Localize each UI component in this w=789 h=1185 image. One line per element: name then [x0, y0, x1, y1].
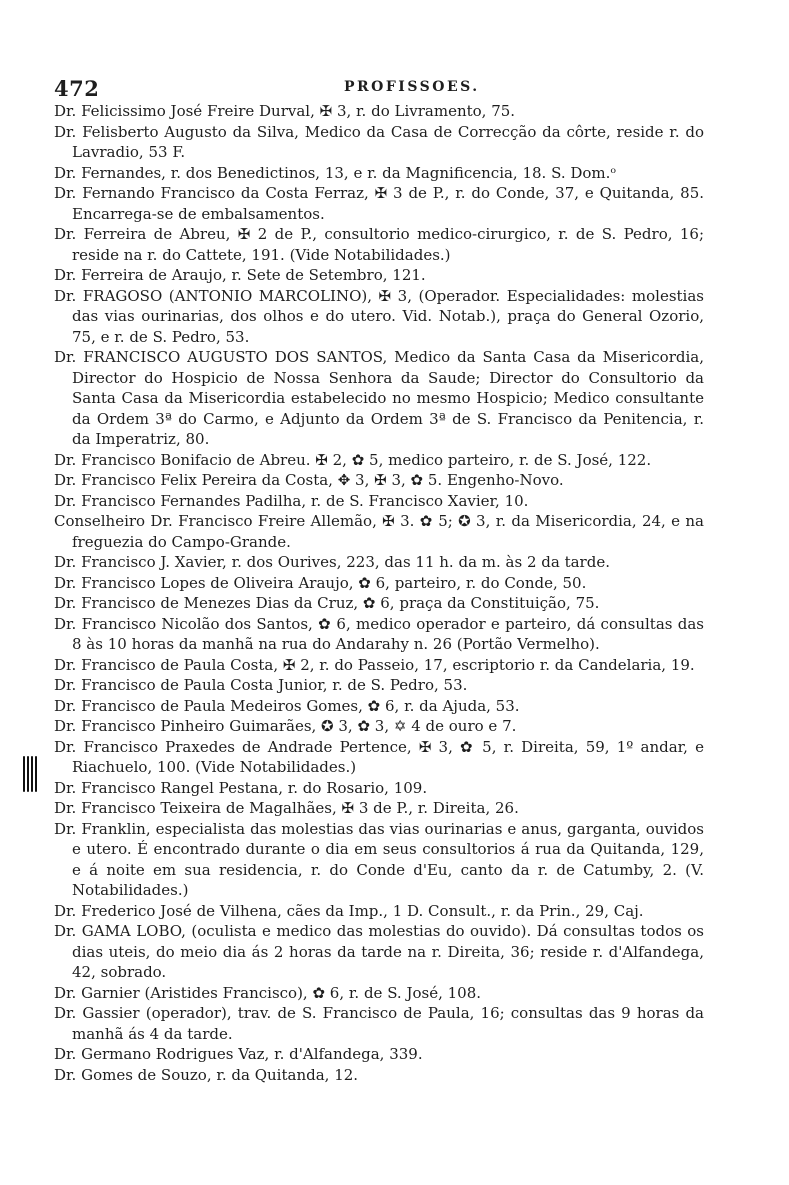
directory-entry: Dr. Francisco Nicolão dos Santos, ✿ 6, medico operador e parteiro, dá consultas das 8 às 10 horas da manhã na rua do Andarahy n. 26 (Portão Vermelho). — [54, 614, 704, 653]
directory-entry: Dr. Francisco de Paula Costa Junior, r. de S. Pedro, 53. — [54, 676, 468, 694]
directory-entry: Dr. Francisco Bonifacio de Abreu. ✠ 2, ✿ 5, medico parteiro, r. de S. José, 122. — [54, 450, 652, 469]
directory-entry: Dr. Fernando Francisco da Costa Ferraz, ✠ 3 de P., r. do Conde, 37, e Quitanda, 85. Encarrega-se de embalsamentos. — [54, 184, 704, 223]
directory-entry: Dr. Francisco de Menezes Dias da Cruz, ✿ 6, praça da Constituição, 75. — [54, 594, 600, 612]
directory-entry: Dr. Germano Rodrigues Vaz, r. d'Alfandega, 339. — [54, 1045, 423, 1063]
directory-entry: Dr. Francisco J. Xavier, r. dos Ourives, 223, das 11 h. da m. às 2 da tarde. — [54, 553, 610, 571]
directory-entry: Dr. Francisco Praxedes de Andrade Pertence, ✠ 3, ✿ 5, r. Direita, 59, 1º andar, e Riachuelo, 100. (Vide Notabilidades.) — [54, 737, 704, 776]
directory-entry: Dr. Felisberto Augusto da Silva, Medico da Casa de Correcção da côrte, reside r. do Lavradio, 53 F. — [54, 122, 704, 161]
running-title: PROFISSOES. — [344, 79, 480, 95]
directory-entry: Dr. Francisco de Paula Medeiros Gomes, ✿ 6, r. da Ajuda, 53. — [54, 696, 520, 715]
directory-entry: Dr. Franklin, especialista das molestias das vias ourinarias e anus, garganta, ouvidos e utero. É encontrado durante o dia em seus consultorios á rua da Quitanda, 129, e á noite em sua residencia, r. do Conde d'Eu, canto da r. de Catumby, 2. (V. Notabilidades.) — [54, 819, 704, 899]
directory-entry: Dr. Ferreira de Araujo, r. Sete de Setembro, 121. — [54, 266, 426, 284]
page-header — [54, 76, 694, 102]
directory-entry: Dr. Gassier (operador), trav. de S. Francisco de Paula, 16; consultas das 9 horas da manhã ás 4 da tarde. — [54, 1004, 704, 1043]
directory-entry: Dr. Francisco Lopes de Oliveira Araujo, ✿ 6, parteiro, r. do Conde, 50. — [54, 573, 587, 592]
directory-entry: Dr. Fernandes, r. dos Benedictinos, 13, e r. da Magnificencia, 18. S. Dom.ᵒ — [54, 163, 617, 182]
directory-entry: Conselheiro Dr. Francisco Freire Allemão, ✠ 3. ✿ 5; ✪ 3, r. da Misericordia, 24, e na freguezia do Campo-Grande. — [54, 512, 704, 551]
directory-entry: Dr. FRANCISCO AUGUSTO DOS SANTOS, Medico da Santa Casa da Misericordia, Director do Hospicio de Nossa Senhora da Saude; Director do Consultorio da Santa Casa da Misericordia estabelecido no mesmo Hospicio; Medico consultante da Ordem 3ª do Carmo, e Adjunto da Ordem 3ª de S. Francisco da Penitencia, r. da Imperatriz, 80. — [54, 348, 704, 448]
directory-entry: Dr. Gomes de Souzo, r. da Quitanda, 12. — [54, 1065, 359, 1084]
directory-entry: Dr. Garnier (Aristides Francisco), ✿ 6, r. de S. José, 108. — [54, 983, 482, 1002]
directory-entry: Dr. Francisco Felix Pereira da Costa, ✥ 3, ✠ 3, ✿ 5. Engenho-Novo. — [54, 471, 564, 489]
margin-mark-icon — [22, 756, 38, 792]
directory-entry: Dr. Felicissimo José Freire Durval, ✠ 3, r. do Livramento, 75. — [54, 102, 516, 120]
directory-entry: Dr. Francisco Teixeira de Magalhães, ✠ 3 de P., r. Direita, 26. — [54, 799, 519, 817]
directory-entry: Dr. FRAGOSO (ANTONIO MARCOLINO), ✠ 3, (Operador. Especialidades: molestias das vias ourinarias, dos olhos e do utero. Vid. Notab.), praça do General Ozorio, 75, e r. de S. Pedro, 53. — [54, 286, 704, 346]
directory-entry: Dr. Francisco Fernandes Padilha, r. de S. Francisco Xavier, 10. — [54, 491, 529, 510]
directory-entry: Dr. Ferreira de Abreu, ✠ 2 de P., consultorio medico-cirurgico, r. de S. Pedro, 16; reside na r. do Cattete, 191. (Vide Notabilidades.) — [54, 225, 704, 264]
directory-entry: Dr. GAMA LOBO, (oculista e medico das molestias do ouvido). Dá consultas todos os dias uteis, do meio dia ás 2 horas da tarde na r. Direita, 36; reside r. d'Alfandega, 42, sobrado. — [54, 922, 704, 981]
directory-entry: Dr. Francisco Pinheiro Guimarães, ✪ 3, ✿ 3, ✡ 4 de ouro e 7. — [54, 717, 517, 735]
page-number: 472 — [54, 76, 100, 101]
directory-entry: Dr. Frederico José de Vilhena, cães da Imp., 1 D. Consult., r. da Prin., 29, Caj. — [54, 901, 644, 920]
entry-list — [54, 101, 704, 1085]
directory-entry: Dr. Francisco de Paula Costa, ✠ 2, r. do Passeio, 17, escriptorio r. da Candelaria, 19. — [54, 655, 695, 674]
directory-entry: Dr. Francisco Rangel Pestana, r. do Rosario, 109. — [54, 778, 428, 797]
